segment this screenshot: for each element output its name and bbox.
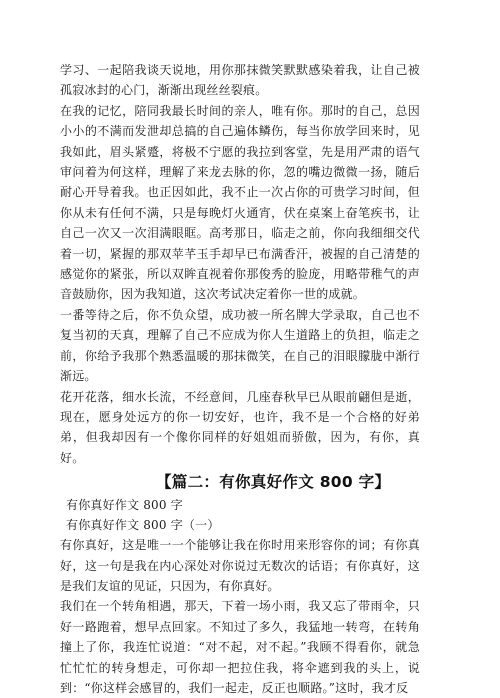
subtitle-line-1: 有你真好作文 800 字 bbox=[66, 498, 183, 513]
paragraph-6: 我们在一个转角相遇，那天，下着一场小雨，我又忘了带雨伞，只好一路跑着，想早点回家。不知过了多久，我猛地一转弯，在转角撞上了你，我连忙说道：“对不起，对不起。”我顾不得看你，就急忙忙忙的转身想走，可你却一把拉住我，将伞遮到我的头上，说到：“你这样会感冒的，我们一起走，反正也顺路。”这时，我才反 bbox=[60, 599, 420, 695]
paragraph-1: 学习、一起陪我谈天说地，用你那抹微笑默默感染着我，让自己被孤寂冰封的心门，渐渐出现丝丝裂痕。 bbox=[60, 63, 420, 98]
paragraph-5: 有你真好，这是唯一一个能够让我在你时用来形容你的词；有你真好，这一句是我在内心深处对你说过无数次的话语；有你真好，这是我们友谊的见证，只因为，有你真好。 bbox=[60, 538, 420, 593]
document-page bbox=[60, 60, 420, 698]
subtitle-line-2: 有你真好作文 800 字（一） bbox=[66, 518, 220, 533]
paragraph-4: 花开花落，细水长流，不经意间，几座春秋早已从眼前翩但是逝，现在，愿身处远方的你一切安好，也许，我不是一个合格的好弟弟，但我却因有一个像你同样的好姐姐而骄傲，因为，有你，真好。 bbox=[60, 389, 420, 465]
section-title: 【篇二：有你真好作文 800 字】 bbox=[156, 473, 391, 492]
paragraph-2: 在我的记忆，陪同我最长时间的亲人，唯有你。那时的自己，总因小小的不满而发泄却总搞的自己遍体鳞伤，每当你放学回来时，见我如此，眉头紧蹙，将极不宁愿的我拉到客堂，先是用严肃的语气审问着为何这样，理解了来龙去脉的你，忽的嘴边微微一扬，随后耐心开导着我。也正因如此，我不止一次占你的可贵学习时间，但你从未有任何不满，只是每晚灯火通宵，伏在桌案上奋笔疾书，让自己一次又一次泪满眼眶。高考那日，临走之前，你向我细细交代着一切，紧握的那双苹芊玉手却早已布满香汗，被握的自己清楚的感觉你的紧张，所以双眸直视着你那俊秀的脸庞，用略带稚气的声音鼓励你，因为我知道，这次考试决定着你一世的成就。 bbox=[60, 103, 420, 302]
paragraph-3: 一番等待之后，你不负众望，成功被一所名牌大学录取，自己也不复当初的天真，理解了自己不应成为你人生道路上的负担，临走之前，你给予我那个熟悉温暖的那抹微笑，在自己的泪眼朦胧中渐行渐远。 bbox=[60, 307, 420, 384]
